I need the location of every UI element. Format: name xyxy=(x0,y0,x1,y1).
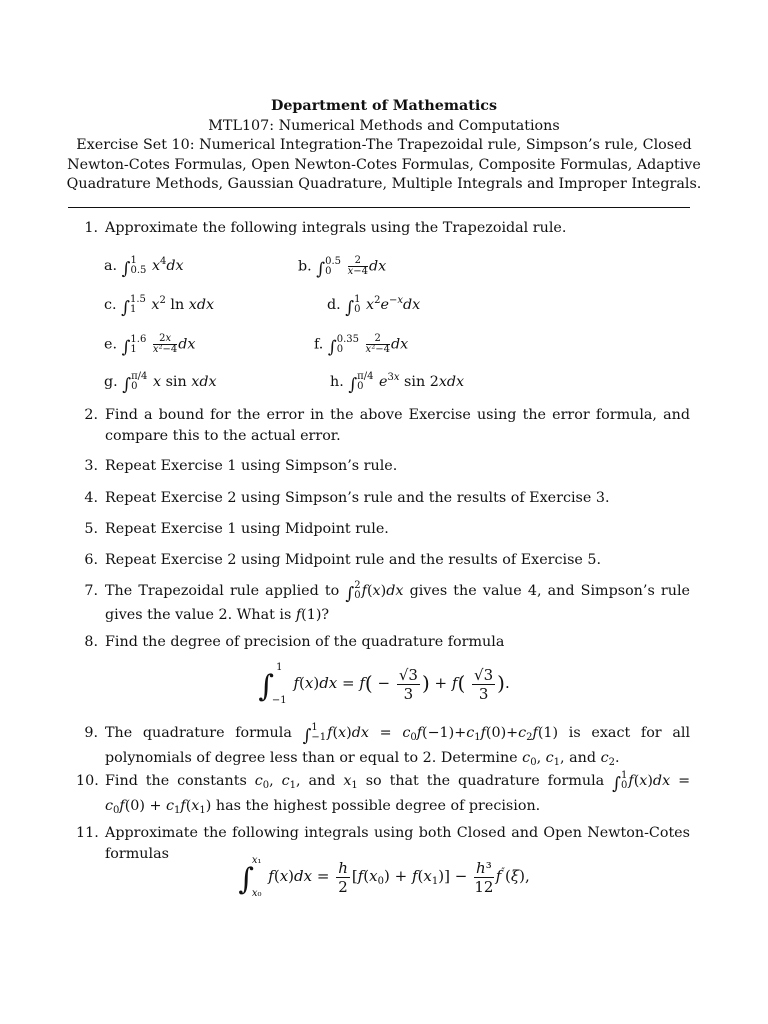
integral-a: a. ∫ 1 0.5 $x^4dx$ xyxy=(104,255,184,279)
course-title: MTL107: Numerical Methods and Computations xyxy=(208,117,560,134)
header-divider xyxy=(68,207,690,208)
question-text: Find a bound for the error in the above Exercise using the error formula, and compare this to the actual error. xyxy=(105,407,690,444)
question-text: Find the degree of precision of the quadrature formula xyxy=(105,634,505,650)
question-number: 7. xyxy=(84,583,98,599)
integral-label: d. xyxy=(327,297,341,313)
exercise-line-3: Quadrature Methods, Gaussian Quadrature, Multiple Integrals and Improper Integrals. xyxy=(66,176,702,192)
question-text: The Trapezoidal rule applied to ∫ 2 0 f(x)dx gives the value 4, and Simpson’s rule gives the value 2. What is f(1)? xyxy=(105,580,690,623)
integral-h: h. ∫ π/4 0 $e^{3x}$ sin 2xdx xyxy=(330,371,465,395)
exercise-line-1: Exercise Set 10: Numerical Integration-The Trapezoidal rule, Simpson’s rule, Closed xyxy=(76,137,692,153)
question-text: Approximate the following integrals using both Closed and Open Newton-Cotes formulas xyxy=(105,825,690,862)
question-number: 2. xyxy=(84,407,98,423)
question-text: Find the constants $c_0$, $c_1$, and $x_1$ so that the quadrature formula ∫ 1 0 $f(x)dx = c_0f(0) + c_1f(x_1)$ has the highest possible degree of precision. xyxy=(105,770,691,816)
integral-label: h. xyxy=(330,374,344,390)
question-number: 3. xyxy=(84,458,98,474)
integral-c: c. ∫ 1.5 1 $x^2$ ln xdx xyxy=(104,294,215,318)
question-text: Repeat Exercise 1 using Simpson’s rule. xyxy=(105,458,398,474)
integral-b: b. ∫ 0.5 0 $\frac{2}{x-4}$ dx xyxy=(298,255,387,280)
header-block xyxy=(0,97,768,195)
integral-label: c. xyxy=(104,297,117,313)
exercise-line-2: Newton-Cotes Formulas, Open Newton-Cotes Formulas, Composite Formulas, Adaptive xyxy=(67,156,701,173)
question-9 xyxy=(76,722,691,768)
formula-q11: ∫ x₁ x₀ f(x)dx = $\frac{h}{2}$ $[f(x_0) + f(x_1)]$ − $\frac{\text{h³}}{12}$ f″(ξ), xyxy=(238,855,530,899)
question-number: 8. xyxy=(84,634,98,650)
question-10 xyxy=(76,770,691,816)
question-text: Approximate the following integrals using the Trapezoidal rule. xyxy=(105,220,567,236)
question-number: 9. xyxy=(84,725,98,741)
integral-label: f. xyxy=(314,336,324,353)
integral-e: e. ∫ 1.6 1 $\frac{2x}{\text{x²−4}}$ dx xyxy=(104,333,196,358)
question-text: The quadrature formula ∫ 1 −1 $f(x)dx = c_0f(-1)+c_1f(0)+c_2f(1)$ is exact for all polynomials of degree less than or equal to 2. Determine $c_0$, $c_1$, and $c_2$. xyxy=(105,722,691,768)
integral-g: g. ∫ π/4 0 x sin xdx xyxy=(104,371,217,395)
department-title: Department of Mathematics xyxy=(270,98,498,114)
integral-label: g. xyxy=(104,374,118,390)
integral-label: b. xyxy=(298,258,312,275)
question-7 xyxy=(76,581,690,623)
question-number: 1. xyxy=(84,220,98,236)
question-number: 10. xyxy=(76,773,99,789)
question-number: 11. xyxy=(76,825,99,841)
question-text: Repeat Exercise 2 using Simpson’s rule and the results of Exercise 3. xyxy=(105,490,610,506)
integral-d: d. ∫ 1 0 $x^2e^{-x}dx$ xyxy=(327,294,421,318)
integral-f: f. ∫ 0.35 0 $\frac{2}{\text{x²−4}}$ dx xyxy=(314,333,409,358)
question-number: 6. xyxy=(84,552,98,568)
question-text: Repeat Exercise 2 using Midpoint rule and the results of Exercise 5. xyxy=(105,552,602,568)
question-number: 4. xyxy=(84,490,98,506)
integral-label: a. xyxy=(104,258,118,274)
question-2 xyxy=(76,405,690,447)
integral-label: e. xyxy=(104,336,118,353)
question-number: 5. xyxy=(84,521,98,537)
question-text: Repeat Exercise 1 using Midpoint rule. xyxy=(105,521,389,537)
formula-q8: ∫ 1 −1 f(x)dx = f( − $\frac{√3}{3}$ ) + f( $\frac{√3}{3}$ ). xyxy=(258,662,510,706)
